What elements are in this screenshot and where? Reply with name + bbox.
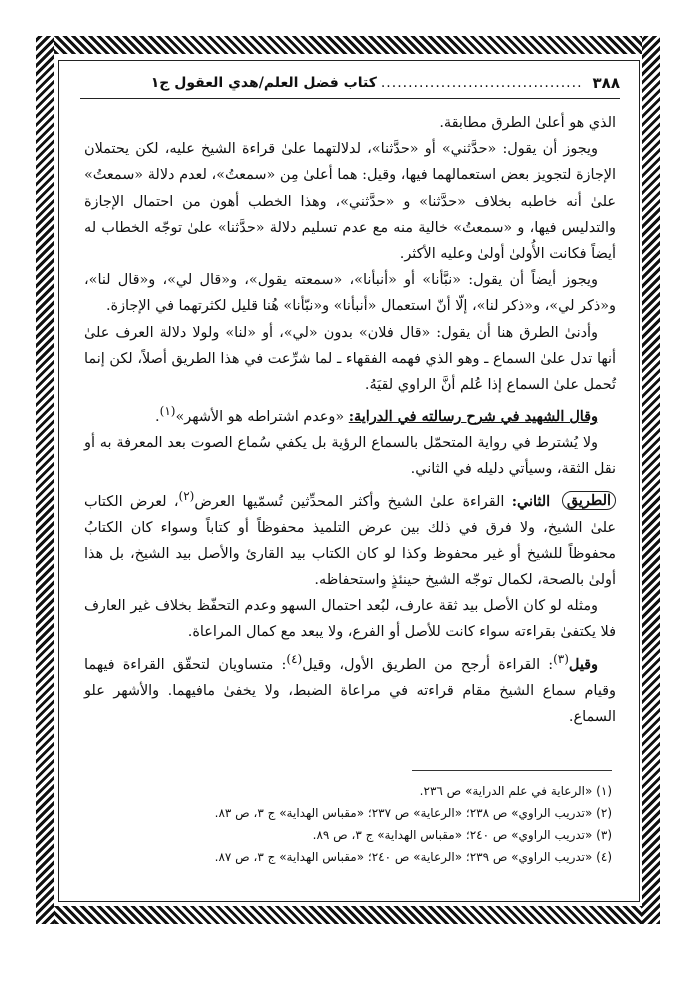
qila-lead: وقيل xyxy=(568,655,598,673)
paragraph-condition: ولا يُشترط في رواية المتحمّل بالسماع الرؤية بل يكفي سُماع الصوت بعد المعرفة به أو نقل الثقة، وسيأتي دليله في الثاني. xyxy=(84,435,616,478)
paragraph-mithluh: ومثله لو كان الأصل بيد ثقة عارف، لبُعد احتمال السهو وعدم التحفّظ بخلاف غير العارف فلا يكتفىٰ بقراءته سواء كانت للأصل أو الفرع، ولا يبعد مع كمال المراعاة. xyxy=(84,598,616,641)
shahid-lead: وقال الشهيد في شرح رسالته في الدراية: xyxy=(348,408,598,426)
header-title: كتاب فضل العلم/هدي العقول ج١ xyxy=(150,75,377,91)
footnote-ref-3: (٣) xyxy=(553,651,569,666)
footnote-ref-2: (٢) xyxy=(178,488,195,503)
ornamental-border-right xyxy=(642,36,660,924)
footnote-3: (٣) «تدريب الراوي» ص ٢٤٠؛ «مقباس الهداية» ج ٣، ص ٨٩. xyxy=(312,828,612,842)
paragraph-3: ويجوز أيضاً أن يقول: «نبَّأنا» أو «أنبأنا»، «سمعته يقول»، و«قال لي»، و«قال لنا»، و«ذكر لي»، و«ذكر لنا»، إلّا أنّ استعمال «أنبأنا» و«نبّأنا» هُنا قليل لكثرتهما في الإجازة. xyxy=(84,272,616,315)
footnotes xyxy=(90,780,612,868)
paragraph-4: وأدنىٰ الطرق هنا أن يقول: «قال فلان» بدون «لي»، أو «لنا» ولولا دلالة العرف علىٰ أنها تدل علىٰ السماع ـ وهو الذي فهمه الفقهاء ـ لما شرِّعت في هذا الطريق أصلاً، لكن إنما تُحمل علىٰ السماع إذا عُلم أنَّ الراوي لقيَهُ. xyxy=(84,324,616,394)
second-text: القراءة علىٰ الشيخ وأكثر المحدِّثين تُسمّيها العرض xyxy=(194,493,512,510)
second-rest: ، لعرض الكتاب علىٰ الشيخ، ولا فرق في ذلك بين عرض التلميذ محفوظاً أو كتاباً وسواء كان الكتابُ محفوظاً للشيخ أو غير محفوظ وكذا لو كان الكتاب بيد القارئ والأصل بيد الشيخ، بل هذا أولىٰ بالصحة، لكمال توجّه الشيخ حينئذٍ واستحفاظه. xyxy=(84,493,616,589)
page-number: ٣٨٨ xyxy=(592,74,620,92)
footnote-ref-1: (١) xyxy=(159,404,176,419)
running-header xyxy=(80,70,620,96)
ornamental-border-left xyxy=(36,36,54,924)
paragraph-second-method xyxy=(84,483,616,594)
paragraph-qila xyxy=(84,646,616,730)
footnote-2: (٢) «تدريب الراوي» ص ٢٣٨؛ «الرعاية» ص ٢٣٧؛ «مقباس الهداية» ج ٣، ص ٨٣. xyxy=(214,806,612,820)
paragraph-2: ويجوز أن يقول: «حدَّثني» أو «حدَّثنا»، لدلالتهما علىٰ قراءة الشيخ عليه، لكن يحتملان الإجازة لتجويز بعض استعمالهما فيها، وقيل: هما أعلىٰ مِن «سمعتُ»، لعدم دلالة «سمعتُ» علىٰ أنه خاطبه بخلاف «حدَّثنا» و «حدَّثني»، وهذا الخطب أهون من احتمال الإجازة والتدليس فيها، و «سمعتُ» خالية منه مع عدم تسليم دلالة «حدَّثنا» علىٰ توجّه الخطاب له أيضاً فكانت الأُولىٰ أولىٰ وعليه الأكثر. xyxy=(84,141,616,263)
header-dots: ..................................... xyxy=(380,75,583,91)
paragraph-shahid xyxy=(84,398,616,430)
footnote-ref-4: (٤) xyxy=(286,651,303,666)
footnote-4: (٤) «تدريب الراوي» ص ٢٣٩؛ «الرعاية» ص ٢٤٠؛ «مقباس الهداية» ج ٣، ص ٨٧. xyxy=(214,850,612,864)
ornamental-border-top xyxy=(38,36,658,54)
paragraph-1: الذي هو أعلىٰ الطرق مطابقة. xyxy=(439,115,616,131)
method-label-box: الطريق xyxy=(562,491,616,510)
shahid-quote: «وعدم اشتراطه هو الأشهر» xyxy=(175,409,349,426)
shahid-end: . xyxy=(155,409,160,426)
footnote-rule xyxy=(412,770,612,771)
header-rule xyxy=(80,98,620,99)
qila-text-2: : متساويان لتحقّق القراءة فيهما وقيام سماع الشيخ مقام قراءته في مراعاة الضبط، ولا يخفىٰ مافيهما. والأشهر علو السماع. xyxy=(84,656,616,725)
footnote-1: (١) «الرعاية في علم الدراية» ص ٢٣٦. xyxy=(419,784,612,798)
qila-text-1: : القراءة أرجح من الطريق الأول، وقيل xyxy=(302,656,554,673)
method-label: الثاني: xyxy=(511,492,558,510)
main-text xyxy=(84,110,616,730)
ornamental-border-bottom xyxy=(38,906,658,924)
